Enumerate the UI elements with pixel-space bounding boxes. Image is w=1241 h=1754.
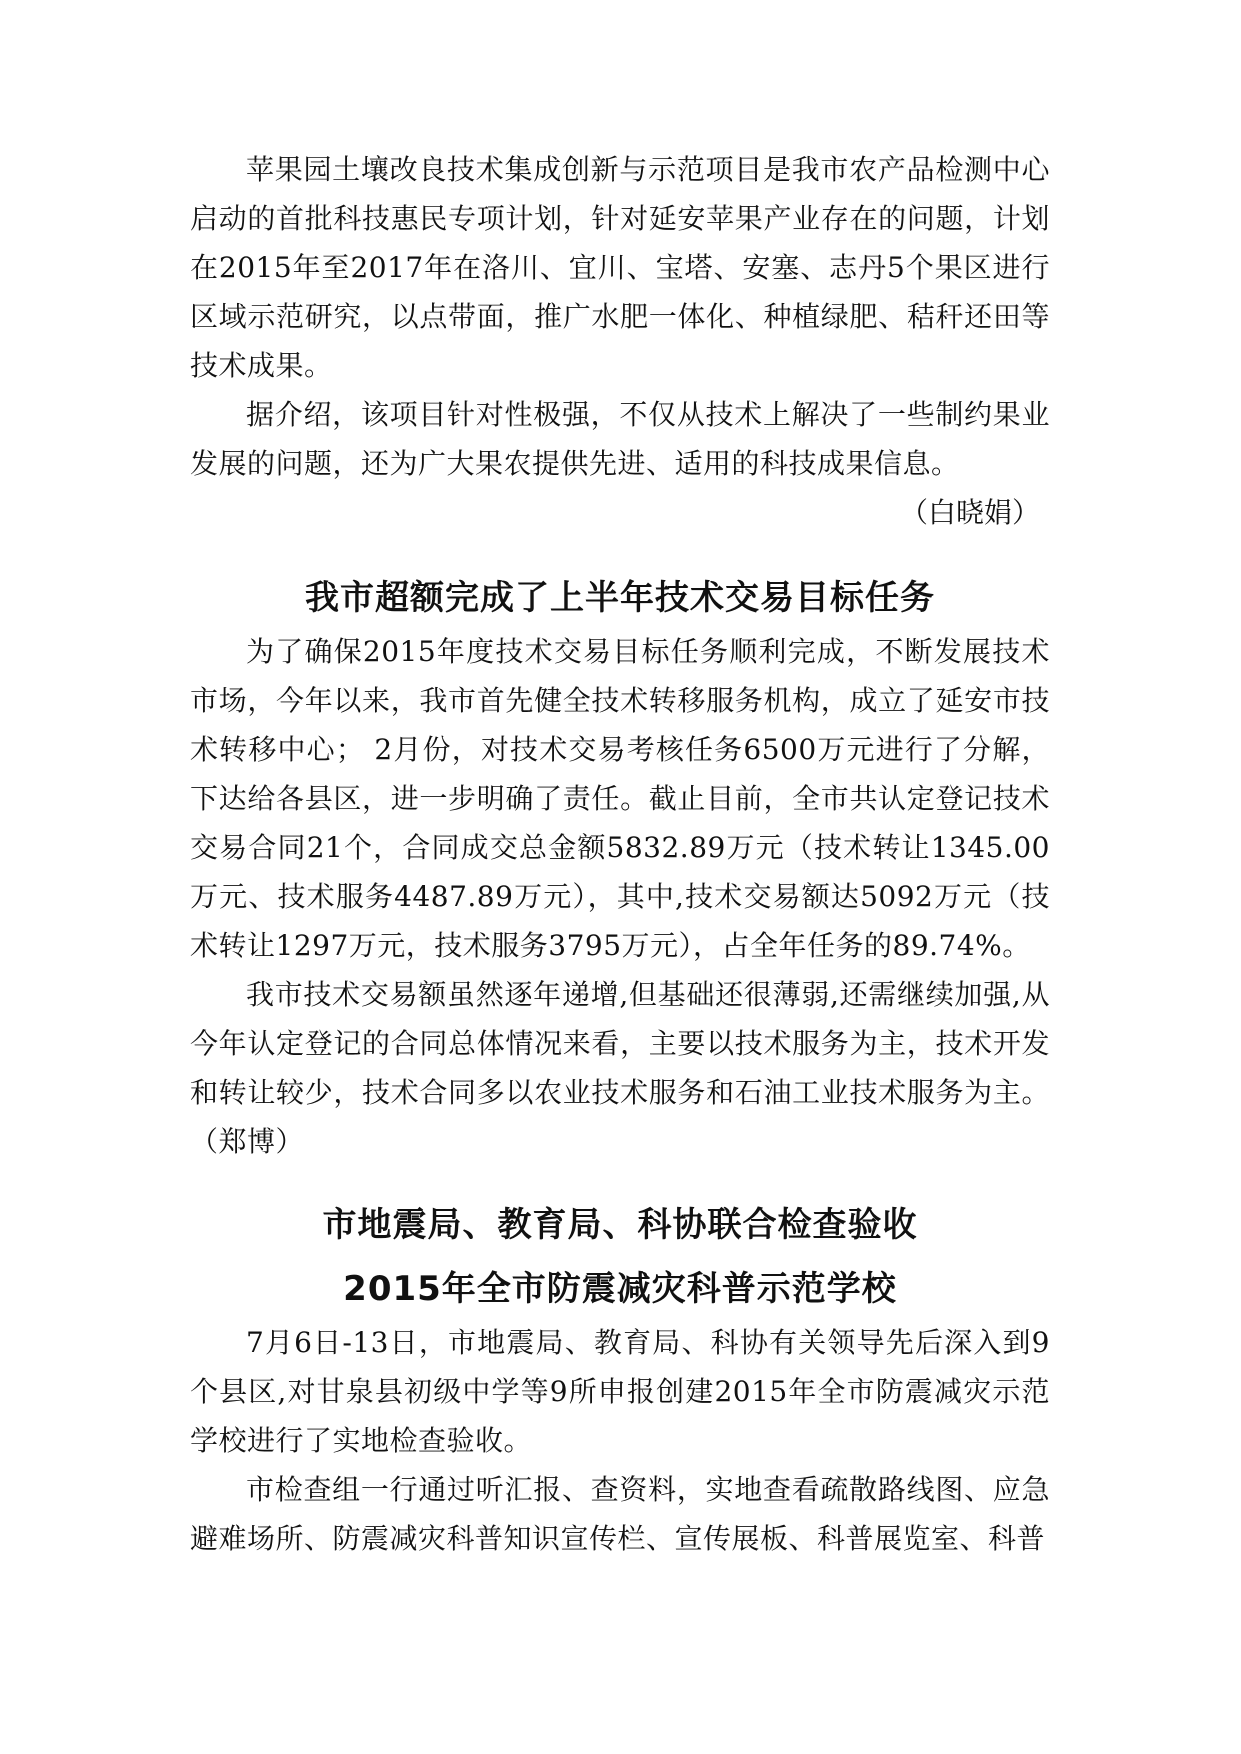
article2-paragraph-1: 为了确保2015年度技术交易目标任务顺利完成，不断发展技术市场，今年以来，我市首先健全技术转移服务机构，成立了延安市技术转移中心； 2月份，对技术交易考核任务6500万元进行了分解，下达给各县区，进一步明确了责任。截止目前，全市共认定登记技术交易合同21个，合同成交总金额5832.89万元（技术转让1345.00万元、技术服务4487.89万元），其中,技术交易额达5092万元（技术转让1297万元，技术服务3795万元），占全年任务的89.74%。 bbox=[190, 635, 1050, 962]
document-page bbox=[190, 145, 1050, 1563]
article3-title-line-2: 2015年全市防震减灾科普示范学校 bbox=[343, 1269, 897, 1309]
spacer bbox=[190, 537, 1050, 569]
article-apple-orchard bbox=[190, 145, 1050, 537]
article1-paragraph-2: 据介绍，该项目针对性极强，不仅从技术上解决了一些制约果业发展的问题，还为广大果农提供先进、适用的科技成果信息。 bbox=[190, 398, 1050, 480]
article-earthquake-schools bbox=[190, 1196, 1050, 1563]
article1-paragraph-1: 苹果园土壤改良技术集成创新与示范项目是我市农产品检测中心启动的首批科技惠民专项计划，针对延安苹果产业存在的问题，计划在2015年至2017年在洛川、宜川、宝塔、安塞、志丹5个果区进行区域示范研究，以点带面，推广水肥一体化、种植绿肥、秸秆还田等技术成果。 bbox=[190, 153, 1050, 382]
article3-title-line-1: 市地震局、教育局、科协联合检查验收 bbox=[322, 1205, 918, 1245]
spacer bbox=[190, 1166, 1050, 1196]
article3-paragraph-2: 市检查组一行通过听汇报、查资料，实地查看疏散路线图、应急避难场所、防震减灾科普知识宣传栏、宣传展板、科普展览室、科普 bbox=[190, 1473, 1050, 1555]
article3-paragraph-1: 7月6日-13日，市地震局、教育局、科协有关领导先后深入到9个县区,对甘泉县初级中学等9所申报创建2015年全市防震减灾示范学校进行了实地检查验收。 bbox=[190, 1326, 1050, 1457]
article1-signature: （白晓娟） bbox=[899, 496, 1040, 529]
article-technology-trade bbox=[190, 569, 1050, 1166]
article2-paragraph-2: 我市技术交易额虽然逐年递增,但基础还很薄弱,还需继续加强,从今年认定登记的合同总体情况来看，主要以技术服务为主，技术开发和转让较少，技术合同多以农业技术服务和石油工业技术服务为主。（郑博） bbox=[190, 978, 1050, 1158]
article2-title: 我市超额完成了上半年技术交易目标任务 bbox=[305, 578, 935, 618]
